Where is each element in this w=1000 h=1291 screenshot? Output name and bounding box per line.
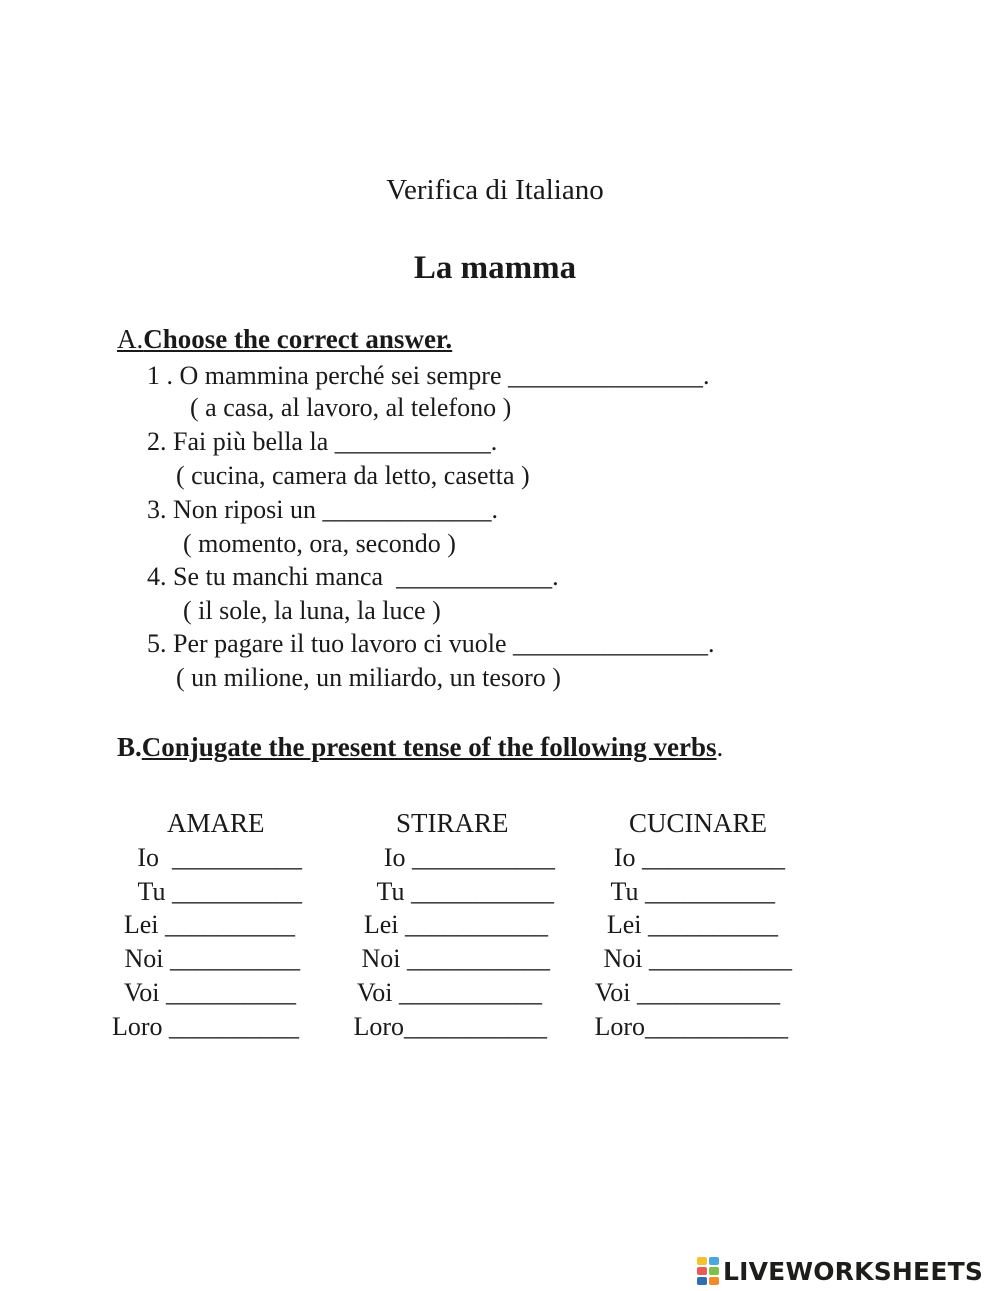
section-a-heading <box>117 324 452 355</box>
stirare-lei: Lei ___________ <box>363 910 548 939</box>
liveworksheets-logo <box>697 1254 983 1288</box>
logo-block-3 <box>697 1267 707 1275</box>
stirare-voi: Voi ___________ <box>356 978 542 1007</box>
amare-noi: Noi __________ <box>124 944 300 973</box>
question-2: 2. Fai più bella la ____________. <box>147 427 498 456</box>
stirare-tu: Tu ___________ <box>376 877 554 906</box>
section-a-letter: A. <box>117 324 144 354</box>
logo-block-5 <box>697 1277 707 1285</box>
amare-io: Io __________ <box>137 843 302 872</box>
question-1-options: ( a casa, al lavoro, al telefono ) <box>190 393 512 422</box>
logo-block-6 <box>709 1277 719 1285</box>
liveworksheets-logo-text: LIVEWORKSHEETS <box>723 1256 984 1286</box>
cucinare-loro: Loro___________ <box>594 1012 788 1041</box>
verb-header-stirare: STIRARE <box>396 808 509 838</box>
cucinare-noi: Noi ___________ <box>603 944 792 973</box>
question-3: 3. Non riposi un _____________. <box>147 495 498 524</box>
section-a-instruction: Choose the correct answer. <box>143 324 453 354</box>
worksheet-title: La mamma <box>413 250 577 286</box>
question-5: 5. Per pagare il tuo lavoro ci vuole _______________. <box>147 629 715 658</box>
amare-lei: Lei __________ <box>123 910 295 939</box>
worksheet-subtitle: Verifica di Italiano <box>386 174 604 206</box>
question-4: 4. Se tu manchi manca ____________. <box>147 562 559 591</box>
cucinare-io: Io ___________ <box>613 843 785 872</box>
amare-tu: Tu __________ <box>137 877 302 906</box>
section-b-heading <box>117 732 723 763</box>
section-b-letter: B. <box>117 732 142 762</box>
logo-block-4 <box>709 1267 719 1275</box>
question-3-options: ( momento, ora, secondo ) <box>183 529 456 558</box>
stirare-noi: Noi ___________ <box>361 944 550 973</box>
logo-block-1 <box>697 1257 707 1265</box>
section-b-period: . <box>716 732 724 762</box>
verb-header-cucinare: CUCINARE <box>629 808 768 838</box>
amare-voi: Voi __________ <box>123 978 296 1007</box>
question-5-options: ( un milione, un miliardo, un tesoro ) <box>176 663 561 692</box>
amare-loro: Loro __________ <box>111 1012 299 1041</box>
cucinare-lei: Lei __________ <box>606 910 778 939</box>
question-2-options: ( cucina, camera da letto, casetta ) <box>176 461 530 490</box>
stirare-io: Io ___________ <box>383 843 555 872</box>
cucinare-tu: Tu __________ <box>610 877 775 906</box>
stirare-loro: Loro___________ <box>353 1012 547 1041</box>
question-4-options: ( il sole, la luna, la luce ) <box>183 596 441 625</box>
verb-header-amare: AMARE <box>167 808 265 838</box>
logo-block-2 <box>709 1257 719 1265</box>
section-b-instruction: Conjugate the present tense of the following verbs <box>141 732 717 762</box>
question-1: 1 . O mammina perché sei sempre _______________. <box>147 361 710 390</box>
liveworksheets-logo-icon <box>697 1257 719 1285</box>
cucinare-voi: Voi ___________ <box>594 978 780 1007</box>
